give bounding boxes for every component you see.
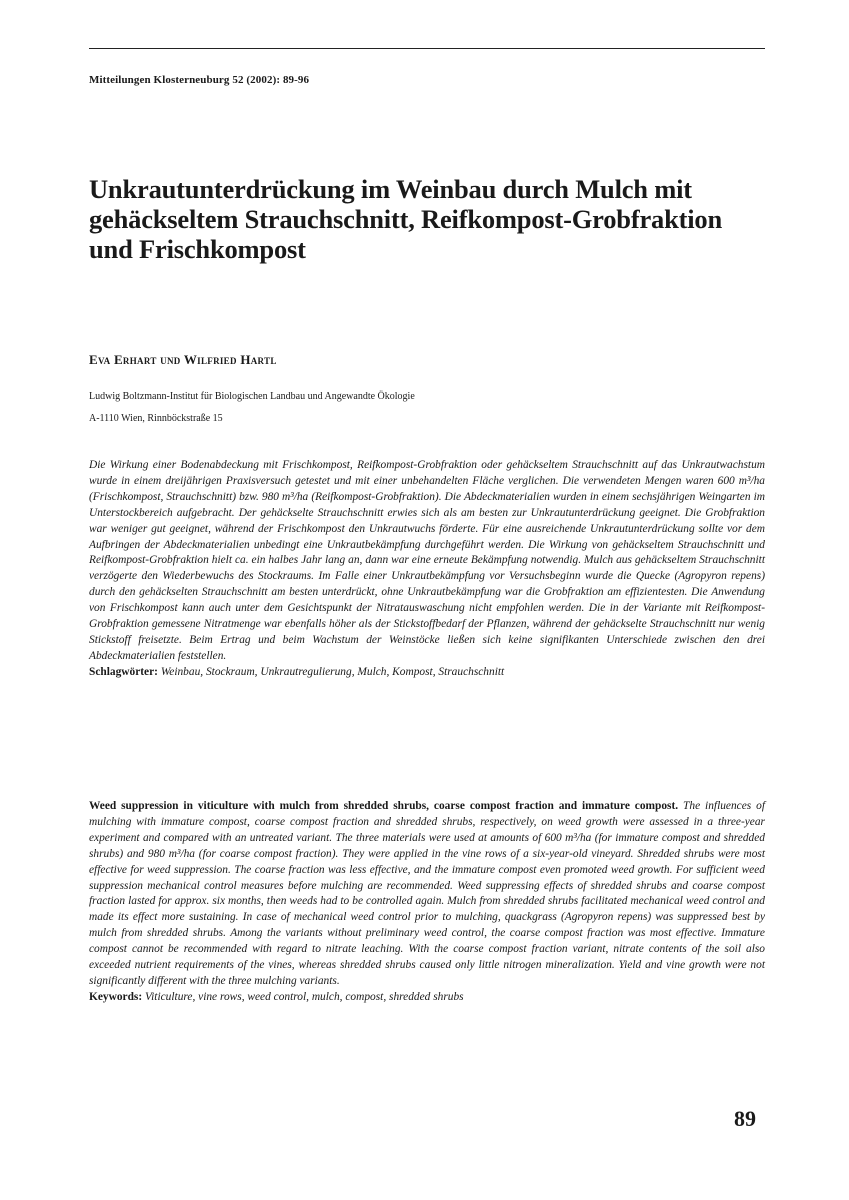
keywords-label-german: Schlagwörter: (89, 665, 158, 678)
affiliation-address: A-1110 Wien, Rinnböckstraße 15 (89, 413, 223, 424)
keywords-german: Weinbau, Stockraum, Unkrautregulierung, Mulch, Kompost, Strauchschnitt (157, 665, 505, 678)
affiliation-institute: Ludwig Boltzmann-Institut für Biologischen Landbau und Angewandte Ökologie (89, 391, 415, 402)
abstract-german (89, 458, 765, 681)
article-authors: Eva Erhart und Wilfried Hartl (89, 352, 277, 367)
abstract-english (89, 799, 765, 1006)
english-title: Weed suppression in viticulture with mulch from shredded shrubs, coarse compost fraction and immature compost. (89, 800, 679, 812)
abstract-german-text: Die Wirkung einer Bodenabdeckung mit Frischkompost, Reifkompost-Grobfraktion oder gehäckseltem Strauchschnitt auf das Unkrautwachstum wurde in einem dreijährigen Praxisversuch getestet und mit einer unbehandelten Fläche verglichen. Die verwendeten Mengen waren 600 m³/ha (Frischkompost, Strauchschnitt) bzw. 980 m³/ha (Reifkompost-Grobfraktion). Die Abdeckmaterialien wurden in einem sechsjährigen Weingarten im Unterstockbereich aufgebracht. Der gehäckselte Strauchschnitt erwies sich als am besten zur Unkrautunterdrückung geeignet. Die Grobfraktion war weniger gut geeignet, während der Frischkompost den Unkrautwuchs förderte. Für eine ausreichende Unkrautunterdrückung sollte vor dem Aufbringen der Abdeckmaterialien unbedingt eine Unkrautbekämpfung durchgeführt werden. Die Wirkung von gehäckseltem Strauchschnitt und Reifkompost-Grobfraktion hielt ca. ein halbes Jahr lang an, dann war eine erneute Bekämpfung notwendig. Mulch aus gehäckseltem Strauchschnitt verzögerte den Wiederbewuchs des Stockraums. Im Falle einer Unkrautbekämpfung vor Versuchsbeginn wurde die Quecke (Agropyron repens) durch den gehäckselten Strauchschnitt am besten unterdrückt, ohne Unkrautbekämpfung war die Grobfraktion am effizientesten. Die Anwendung von Frischkompost kann auch unter dem Gesichtspunkt der Nitratauswaschung nicht empfohlen werden. Die in der Variante mit Reifkompost-Grobfraktion gemessene Nitratmenge war ebenfalls höher als der Stickstoffbedarf der Pflanzen, während der gehäckselte Strauchschnitt nur wenig Stickstoff freisetzte. Beim Ertrag und beim Wachstum der Weinstöcke ließen sich keine signifikanten Unterschiede zwischen den drei Abdeckmaterialien feststellen. (89, 459, 765, 662)
article-title: Unkrautunterdrückung im Weinbau durch Mulch mit gehäckseltem Strauchschnitt, Reifkompost-Grobfraktion und Frischkompost (89, 174, 722, 264)
journal-reference: Mitteilungen Klosterneuburg 52 (2002): 89-96 (89, 74, 310, 86)
keywords-english: Viticulture, vine rows, weed control, mulch, compost, shredded shrubs (142, 990, 464, 1003)
page-number: 89 (734, 1106, 756, 1131)
header-rule (89, 48, 765, 49)
abstract-english-text: The influences of mulching with immature compost, coarse compost fraction and shredded shrubs, respectively, on weed growth were assessed in a three-year experiment and compared with an untreated variant. The three materials were used at amounts of 600 m³/ha (for immature compost and shredded shrubs) and 980 m³/ha (for coarse compost fraction). They were applied in the vine rows of a six-year-old vineyard. Shredded shrubs were most effective for weed suppression. The coarse fraction was less effective, and the immature compost even promoted weed growth. For sufficient weed suppression mechanical control measures before mulching are recommended. Weed suppressing effects of shredded shrubs and coarse compost fraction lasted for approx. six months, then weeds had to be controlled again. Mulch from shredded shrubs facilitated mechanical weed control and made its effect more sustaining. In case of mechanical weed control prior to mulching, quackgrass (Agropyron repens) was suppressed best by mulch from shredded shrubs. Among the variants without preliminary weed control, the coarse compost fraction was most effective. Immature compost cannot be recommended with regard to nitrate leaching. With the coarse compost fraction variant, nitrate contents of the soil also exceeded nutrient requirements of the vines, whereas shredded shrubs caused only little nitrogen mineralization. Yield and vine growth were not significantly different with the three mulching variants. (89, 800, 765, 987)
keywords-label-english: Keywords: (89, 990, 143, 1003)
